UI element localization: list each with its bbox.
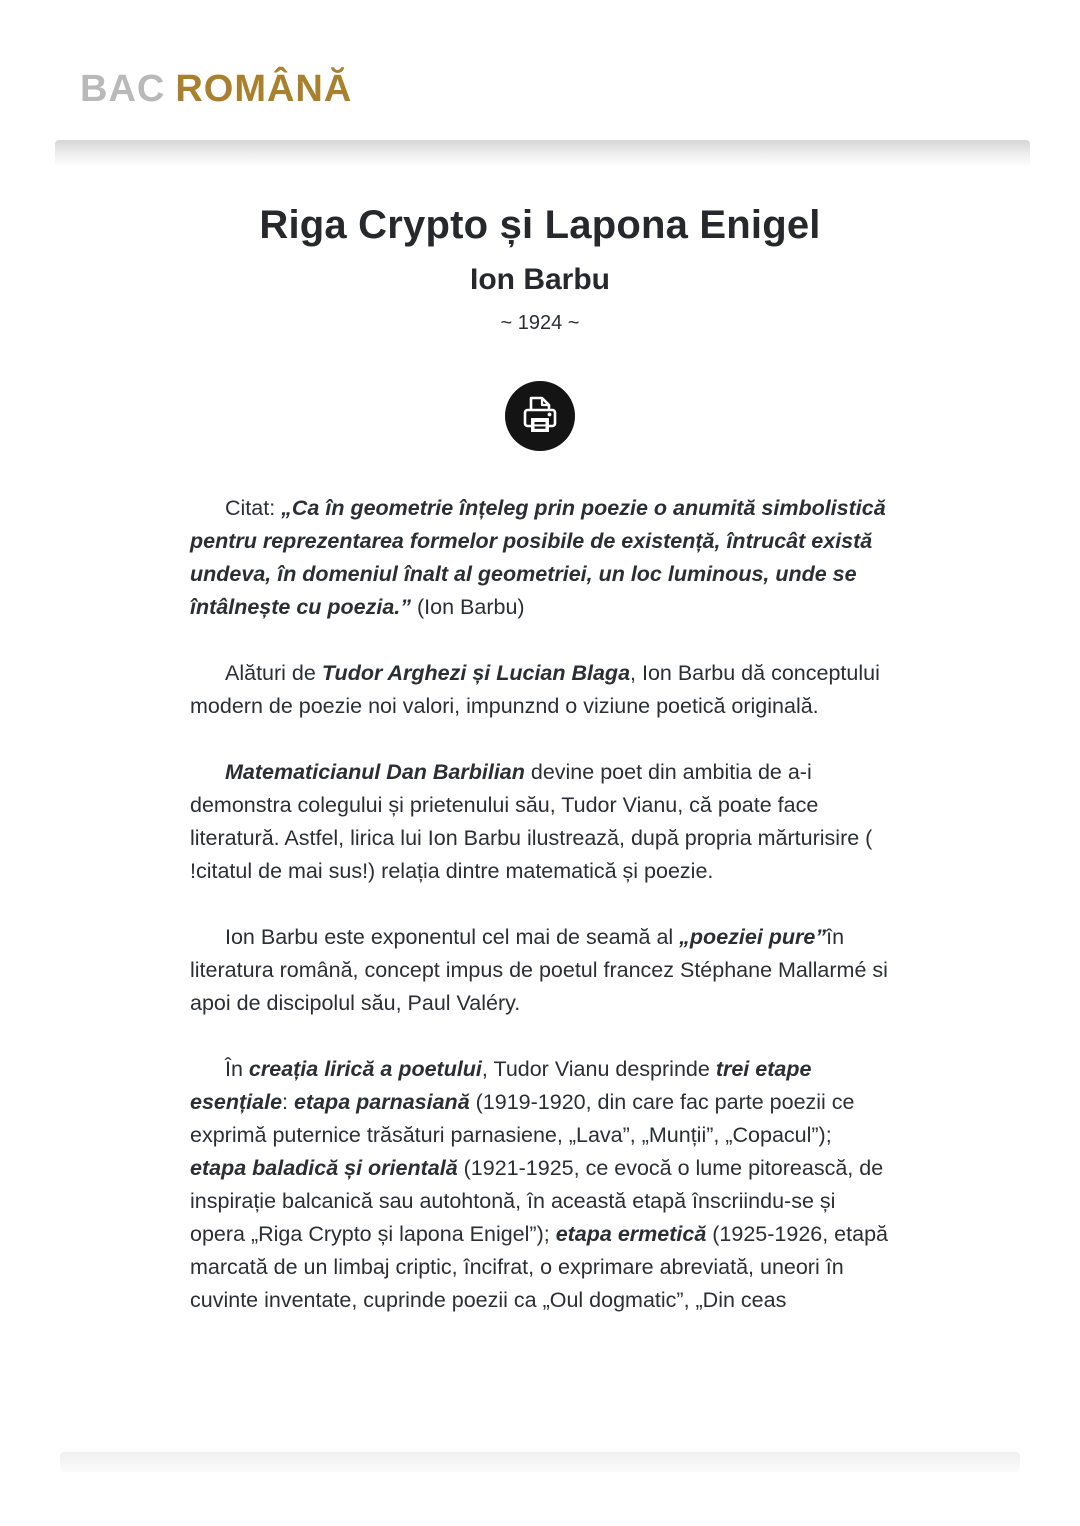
body-text: : <box>282 1090 294 1114</box>
body-text: în literatura română, concept impus de poetul francez Stéphane Mallarmé si apoi de discipolul său, Paul Valéry. <box>190 925 888 1015</box>
body-text: Ion Barbu este exponentul cel mai de seamă al <box>225 925 680 949</box>
body-text: (Ion Barbu) <box>411 595 525 619</box>
next-section-edge <box>60 1452 1020 1472</box>
print-button[interactable] <box>505 381 575 451</box>
emphasis-text: Tudor Arghezi și Lucian Blaga <box>321 661 631 685</box>
body-text: Citat: <box>225 496 282 520</box>
emphasis-text: „poeziei pure” <box>679 925 827 949</box>
body-text: (1919-1920, din care fac parte poezii ce exprimă puternice trăsături parnasiene, „Lava”, „Munții”, „Copacul”); <box>190 1090 855 1147</box>
article-body <box>190 492 890 1317</box>
body-text: , Ion Barbu dă conceptului modern de poezie noi valori, impunznd o viziune poetică originală. <box>190 661 880 718</box>
body-text: În <box>225 1057 249 1081</box>
article-head <box>190 203 890 456</box>
body-text: Alături de <box>225 661 322 685</box>
page-title: Riga Crypto și Lapona Enigel <box>259 203 821 247</box>
emphasis-text: Matematicianul Dan Barbilian <box>225 760 525 784</box>
body-text: , Tudor Vianu desprinde <box>481 1057 716 1081</box>
paragraph <box>190 492 890 624</box>
paragraph <box>190 921 890 1020</box>
content-top-shadow <box>55 140 1030 167</box>
print-icon-row <box>190 381 890 456</box>
paragraph <box>190 756 890 888</box>
site-logo[interactable] <box>80 70 352 108</box>
article <box>190 203 890 1317</box>
author-name: Ion Barbu <box>470 263 610 296</box>
body-text: (1921-1925, ce evocă o lume pitorească, de inspirație balcanică sau autohtonă, în această etapă înscriindu-se și opera „Riga Crypto și lapona Enigel”); <box>190 1156 884 1246</box>
body-text: (1925-1926, etapă marcată de un limbaj criptic, încifrat, o exprimare abreviată, uneori în cuvinte inventate, cuprinde poezii ca „Oul dogmatic”, „Din ceas <box>190 1222 888 1312</box>
site-header <box>0 0 1080 108</box>
logo-text-romana: ROMÂNĂ <box>175 68 353 110</box>
emphasis-text: etapa parnasiană <box>293 1090 470 1114</box>
emphasis-text: etapa ermetică <box>555 1222 707 1246</box>
emphasis-text: etapa baladică și orientală <box>190 1156 458 1180</box>
print-icon <box>505 381 575 451</box>
logo-text-bac: BAC <box>80 68 166 110</box>
emphasis-text: trei etape esențiale <box>190 1057 812 1114</box>
emphasis-text: creația lirică a poetului <box>248 1057 482 1081</box>
body-text: devine poet din ambitia de a-i demonstra colegului și prietenului său, Tudor Vianu, că poate face literatură. Astfel, lirica lui Ion Barbu ilustrează, după propria mărturisire ( !citatul de mai sus!) relația dintre matematică și poezie. <box>190 760 873 883</box>
emphasis-text: „Ca în geometrie înțeleg prin poezie o anumită simbolistică pentru reprezentarea formelor posibile de existență, întrucât există undeva, în domeniul înalt al geometriei, un loc luminous, unde se întâlnește cu poezia.” <box>190 496 886 619</box>
paragraph <box>190 1053 890 1317</box>
paragraph <box>190 657 890 723</box>
year-label: ~ 1924 ~ <box>500 312 580 334</box>
